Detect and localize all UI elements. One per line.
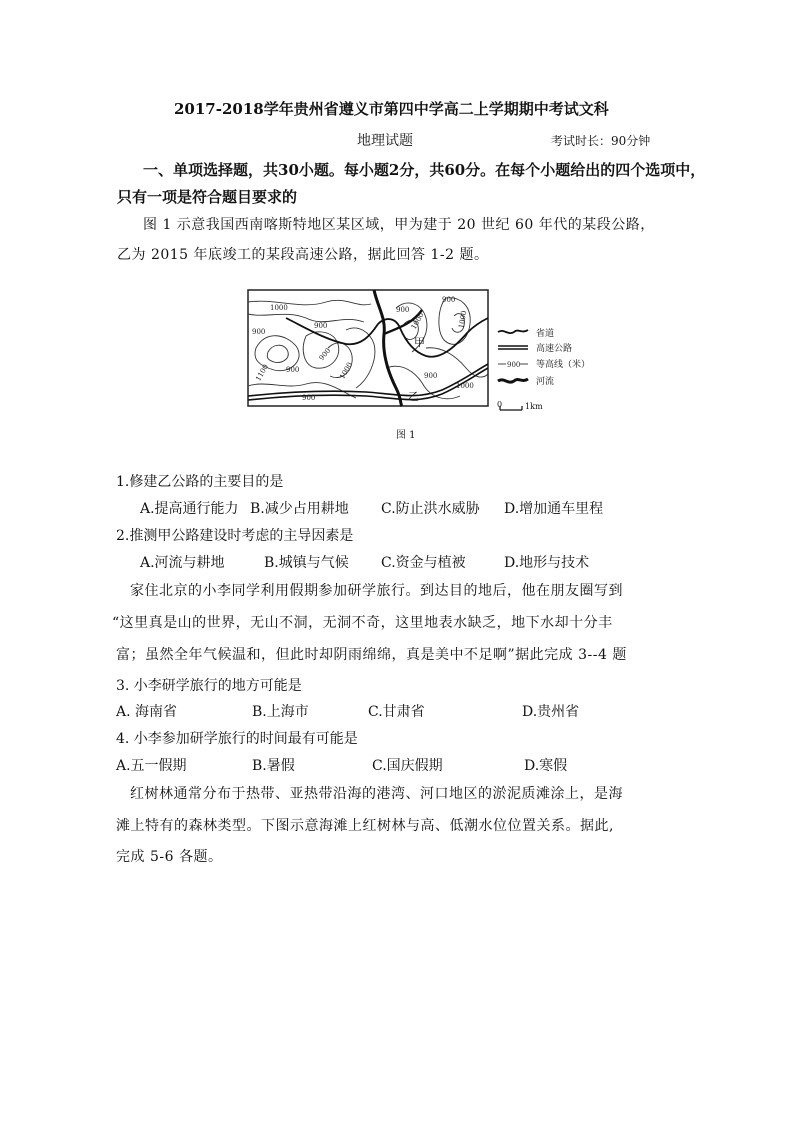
svg-text:1000: 1000 [338,361,355,381]
highway-yi [248,364,488,396]
svg-text:900: 900 [252,328,266,336]
scale-zero: 0 [497,400,503,409]
legend-contour-label: 等高线（米） [536,360,591,370]
figure-1-map [246,288,591,448]
section-heading-line1: 一、单项选择题，共30小题。每小题2分，共60分。在每个小题给出的四个选项中， [143,161,706,179]
question-1-option-d[interactable]: D.增加通车里程 [504,501,604,517]
question-1-stem: 1.修建乙公路的主要目的是 [116,474,284,490]
question-1-option-c[interactable]: C.防止洪水威胁 [381,501,480,517]
legend-road-symbol [498,330,528,333]
exam-subtitle: 地理试题 [357,133,413,149]
question-4-option-a[interactable]: A.五一假期 [116,758,187,774]
svg-text:1000: 1000 [409,311,426,331]
svg-text:1000: 1000 [456,382,474,390]
svg-text:900: 900 [396,306,410,314]
svg-text:1100: 1100 [254,363,271,383]
question-2-stem: 2.推测甲公路建设时考虑的主导因素是 [116,528,354,544]
passage3-line2: 滩上特有的森林类型。下图示意海滩上红树林与高、低潮水位位置关系。据此, [116,818,614,834]
legend-highway-label: 高速公路 [536,344,573,354]
scale-bar [497,400,543,411]
passage2-line1: 家住北京的小李同学利用假期参加研学旅行。到达目的地后，他在朋友圈写到 [130,583,623,599]
legend-road-label: 省道 [536,329,555,339]
place-label-yi: 乙 [408,390,419,403]
passage1-line2: 乙为 2015 年底竣工的某段高速公路，据此回答 1-2 题。 [117,247,489,263]
svg-text:1000: 1000 [457,310,469,329]
svg-text:900: 900 [314,322,328,330]
figure-caption: 图 1 [396,430,416,441]
svg-text:900: 900 [317,346,333,363]
svg-text:900: 900 [302,394,316,402]
passage3-line1: 红树林通常分布于热带、亚热带沿海的港湾、河口地区的淤泥质滩涂上，是海 [130,786,623,802]
question-3-option-d[interactable]: D.贵州省 [522,704,580,720]
exam-time: 考试时长：90分钟 [551,134,651,148]
legend-river-symbol [498,379,528,382]
question-4-stem: 4. 小李参加研学旅行的时间最有可能是 [116,731,358,747]
question-2-option-b[interactable]: B.城镇与气候 [264,555,349,571]
question-3-option-a[interactable]: A. 海南省 [116,704,178,720]
passage1-line1: 图 1 示意我国西南喀斯特地区某区域，甲为建于 20 世纪 60 年代的某段公路， [143,217,655,233]
legend-contour-sample: 900 [507,361,521,369]
question-4-option-c[interactable]: C.国庆假期 [372,758,443,774]
question-2-option-a[interactable]: A.河流与耕地 [140,555,225,571]
svg-text:900: 900 [286,366,300,374]
svg-text:1000: 1000 [270,304,288,312]
map-legend [498,327,590,387]
question-3-option-c[interactable]: C.甘肃省 [368,704,425,720]
question-3-stem: 3. 小李研学旅行的地方可能是 [116,678,302,694]
question-4-option-b[interactable]: B.暑假 [252,758,295,774]
question-3-option-b[interactable]: B.上海市 [252,704,309,720]
question-4-option-d[interactable]: D.寒假 [524,758,568,774]
question-1-option-a[interactable]: A.提高通行能力 [140,501,239,517]
svg-text:900: 900 [442,296,456,304]
section-heading-line2: 只有一项是符合题目要求的 [117,188,298,206]
passage3-line3: 完成 5-6 各题。 [116,849,223,865]
svg-text:900: 900 [424,372,438,380]
legend-river-label: 河流 [536,377,555,387]
scale-unit: 1km [525,402,543,411]
passage2-line3: 富；虽然全年气候温和，但此时却阴雨绵绵，真是美中不足啊”据此完成 3--4 题 [116,647,627,663]
question-2-option-d[interactable]: D.地形与技术 [504,555,590,571]
question-1-option-b[interactable]: B.减少占用耕地 [250,501,349,517]
exam-title: 2017-2018学年贵州省遵义市第四中学高二上学期期中考试文科 [174,100,609,118]
passage2-line2: “这里真是山的世界，无山不洞，无洞不奇，这里地表水缺乏，地下水却十分丰 [112,615,613,631]
question-2-option-c[interactable]: C.资金与植被 [381,555,466,571]
place-label-jia: 甲 [414,336,425,349]
